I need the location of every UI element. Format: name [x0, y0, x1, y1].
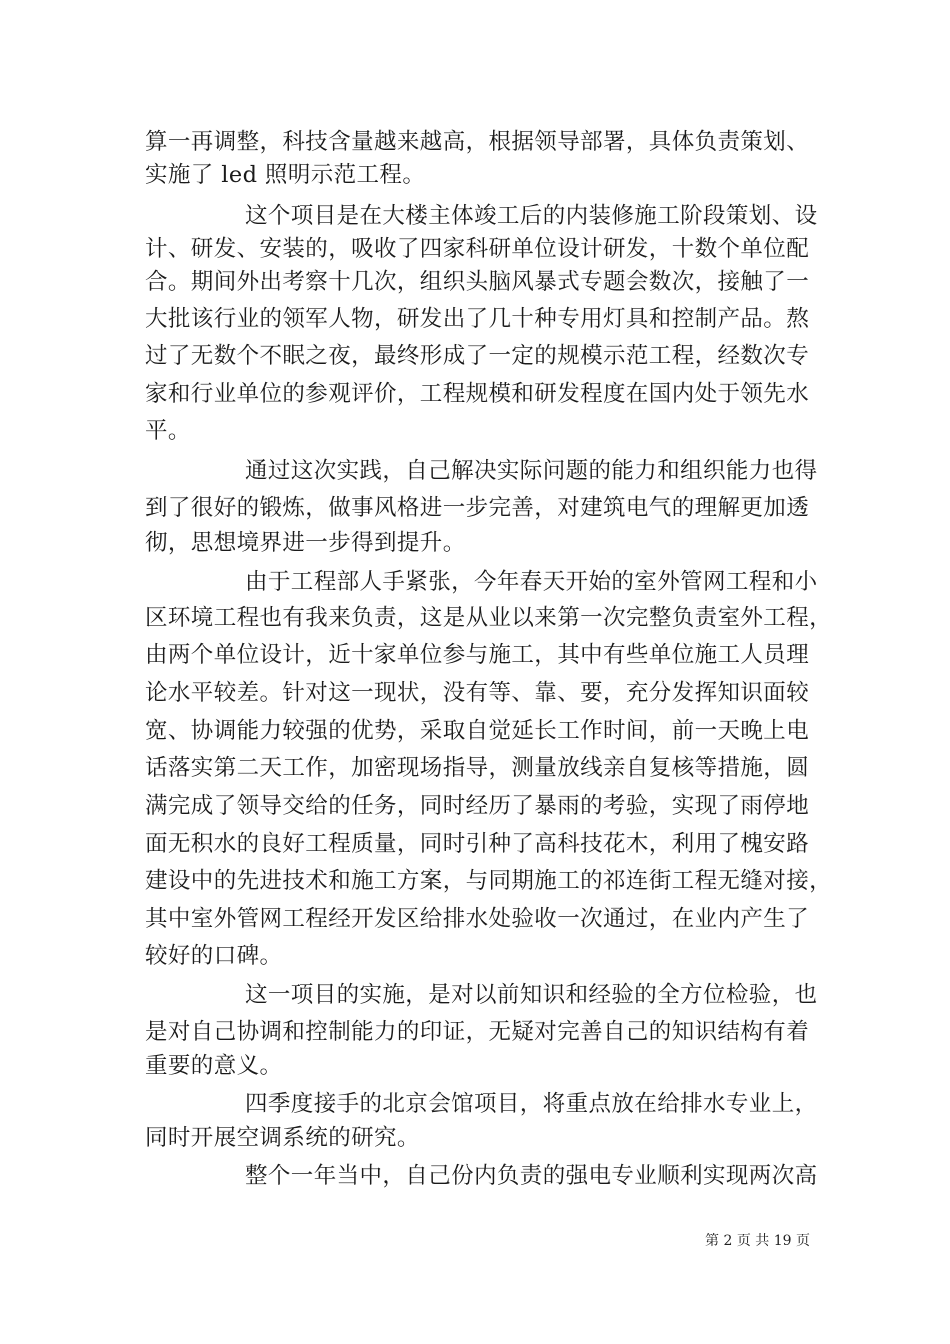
text-line-23: 较好的口碑。 [145, 943, 283, 969]
paragraph-first-line: 四季度接手的北京会馆项目，将重点放在给排水专业上， [245, 1091, 818, 1117]
text-line-22: 其中室外管网工程经开发区给排水处验收一次通过，在业内产生了 [145, 906, 810, 932]
paragraph-first-line: 这个项目是在大楼主体竣工后的内装修施工阶段策划、设 [245, 203, 818, 229]
text-line-1: 算一再调整，科技含量越来越高，根据领导部署，具体负责策划、 [145, 129, 810, 155]
text-line-9: 平。 [145, 418, 191, 444]
text-line-5: 合。期间外出考察十几次，组织头脑风暴式专题会数次，接触了一 [145, 269, 810, 295]
text-line-4: 计、研发、安装的，吸收了四家科研单位设计研发，十数个单位配 [145, 236, 810, 262]
paragraph-first-line: 通过这次实践，自己解决实际问题的能力和组织能力也得 [245, 458, 818, 484]
text-line-12: 彻，思想境界进一步得到提升。 [145, 530, 466, 556]
text-line-8: 家和行业单位的参观评价，工程规模和研发程度在国内处于领先水 [145, 381, 810, 407]
paragraph-first-line: 这一项目的实施，是对以前知识和经验的全方位检验，也 [245, 982, 818, 1008]
text-line-14: 区环境工程也有我来负责，这是从业以来第一次完整负责室外工程， [145, 605, 833, 631]
text-line-21: 建设中的先进技术和施工方案，与同期施工的祁连街工程无缝对接， [145, 868, 833, 894]
text-line-28: 同时开展空调系统的研究。 [145, 1125, 420, 1151]
text-line-7: 过了无数个不眠之夜，最终形成了一定的规模示范工程，经数次专 [145, 343, 810, 369]
text-line-19: 满完成了领导交给的任务，同时经历了暴雨的考验，实现了雨停地 [145, 793, 810, 819]
page-number-footer: 第 2 页 共 19 页 [705, 1233, 810, 1249]
text-line-2: 实施了 led 照明示范工程。 [145, 162, 426, 188]
text-line-18: 话落实第二天工作，加密现场指导，测量放线亲自复核等措施，圆 [145, 755, 810, 781]
text-line-25: 是对自己协调和控制能力的印证，无疑对完善自己的知识结构有着 [145, 1019, 810, 1045]
paragraph-first-line: 整个一年当中，自己份内负责的强电专业顺利实现两次高 [245, 1163, 818, 1189]
text-line-20: 面无积水的良好工程质量，同时引种了高科技花木，利用了槐安路 [145, 831, 810, 857]
paragraph-first-line: 由于工程部人手紧张，今年春天开始的室外管网工程和小 [245, 569, 818, 595]
text-line-6: 大批该行业的领军人物，研发出了几十种专用灯具和控制产品。熬 [145, 306, 810, 332]
text-line-26: 重要的意义。 [145, 1053, 283, 1079]
text-line-11: 到了很好的锻炼，做事风格进一步完善，对建筑电气的理解更加透 [145, 495, 810, 521]
text-line-17: 宽、协调能力较强的优势，采取自觉延长工作时间，前一天晚上电 [145, 718, 810, 744]
text-line-16: 论水平较差。针对这一现状，没有等、靠、要，充分发挥知识面较 [145, 680, 810, 706]
text-line-15: 由两个单位设计，近十家单位参与施工，其中有些单位施工人员理 [145, 642, 810, 668]
